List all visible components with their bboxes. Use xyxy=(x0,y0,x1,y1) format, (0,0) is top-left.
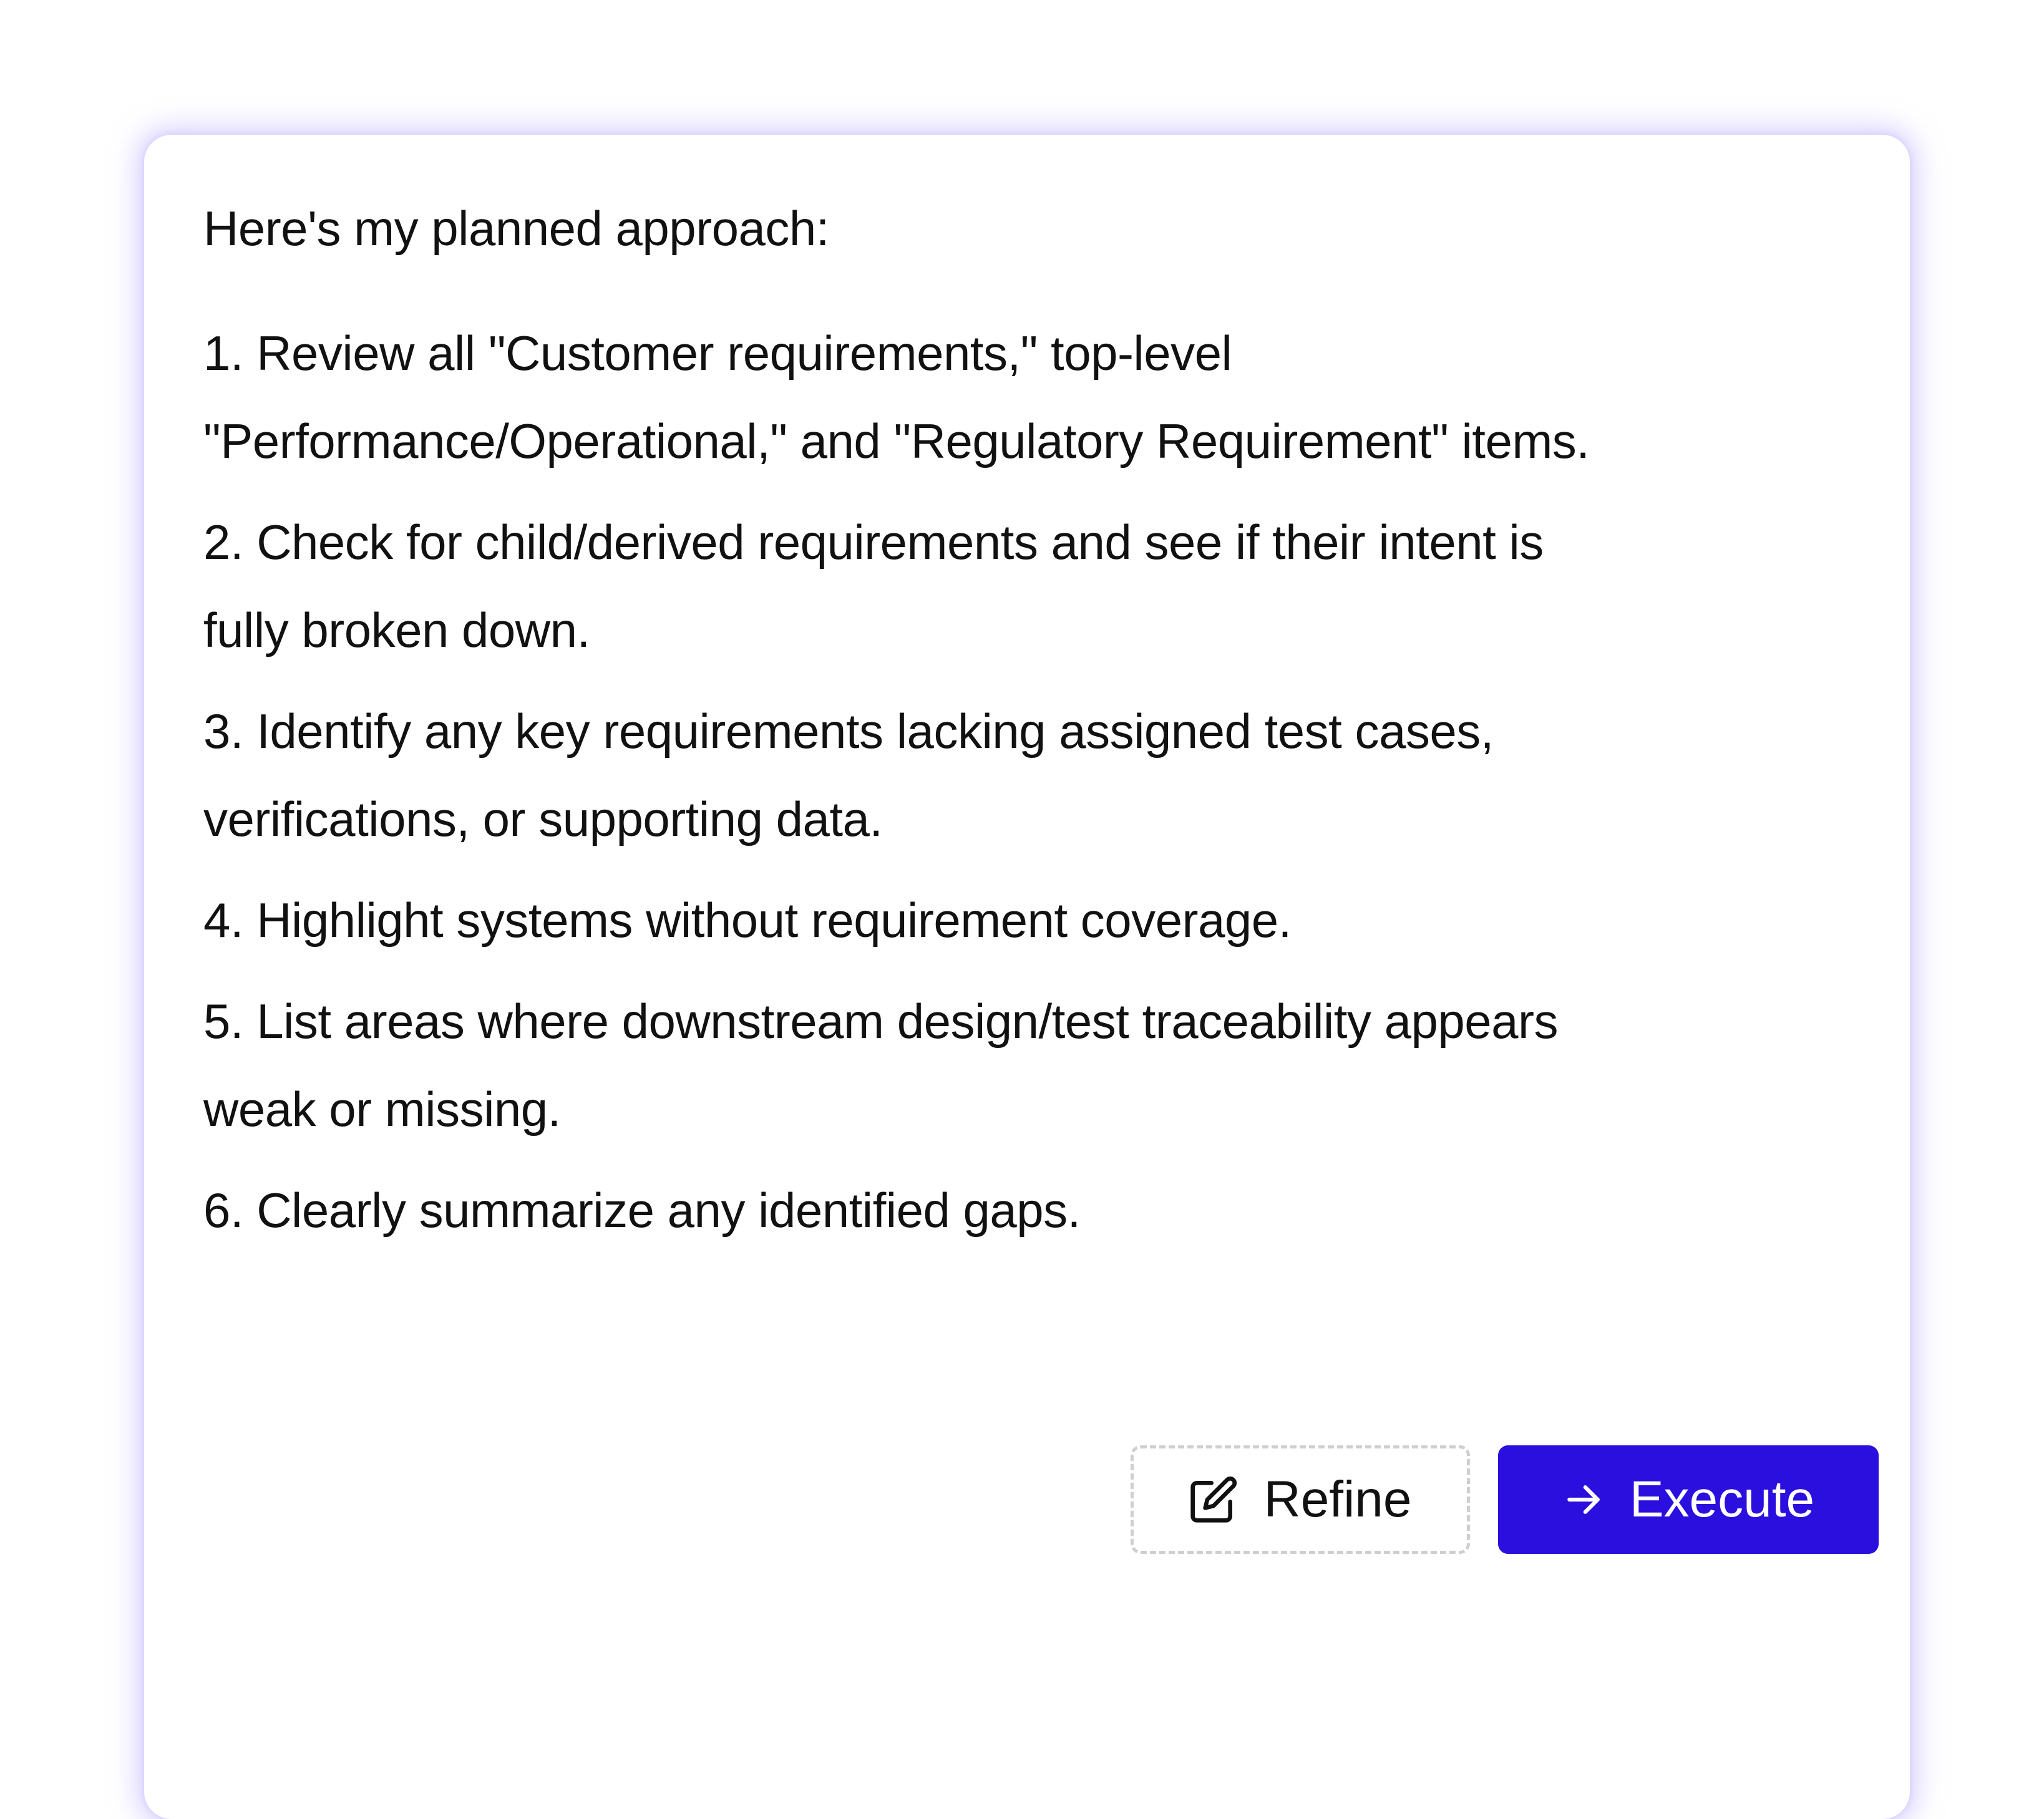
execute-button[interactable] xyxy=(1498,1445,1879,1554)
plan-card xyxy=(144,135,1910,1819)
plan-actions xyxy=(1131,1445,1879,1554)
plan-steps xyxy=(203,309,1638,1254)
plan-step: 2. Check for child/derived requirements and see if their intent is fully broken down. xyxy=(203,515,1544,657)
execute-button-label: Execute xyxy=(1629,1471,1815,1528)
plan-step: 5. List areas where downstream design/test traceability appears weak or missing. xyxy=(203,994,1558,1137)
plan-step: 1. Review all "Customer requirements," top-level "Performance/Operational," and "Regulatory Requirement" items. xyxy=(203,326,1590,468)
refine-button-label: Refine xyxy=(1263,1471,1412,1528)
plan-step: 6. Clearly summarize any identified gaps. xyxy=(203,1183,1081,1238)
arrow-right-icon xyxy=(1562,1478,1605,1521)
plan-content xyxy=(203,185,1638,1268)
plan-step: 3. Identify any key requirements lacking assigned test cases, verifications, or supporting data. xyxy=(203,704,1494,846)
plan-intro: Here's my planned approach: xyxy=(203,201,829,256)
refine-button[interactable] xyxy=(1131,1445,1470,1554)
plan-step: 4. Highlight systems without requirement coverage. xyxy=(203,893,1292,948)
edit-icon xyxy=(1189,1475,1239,1525)
